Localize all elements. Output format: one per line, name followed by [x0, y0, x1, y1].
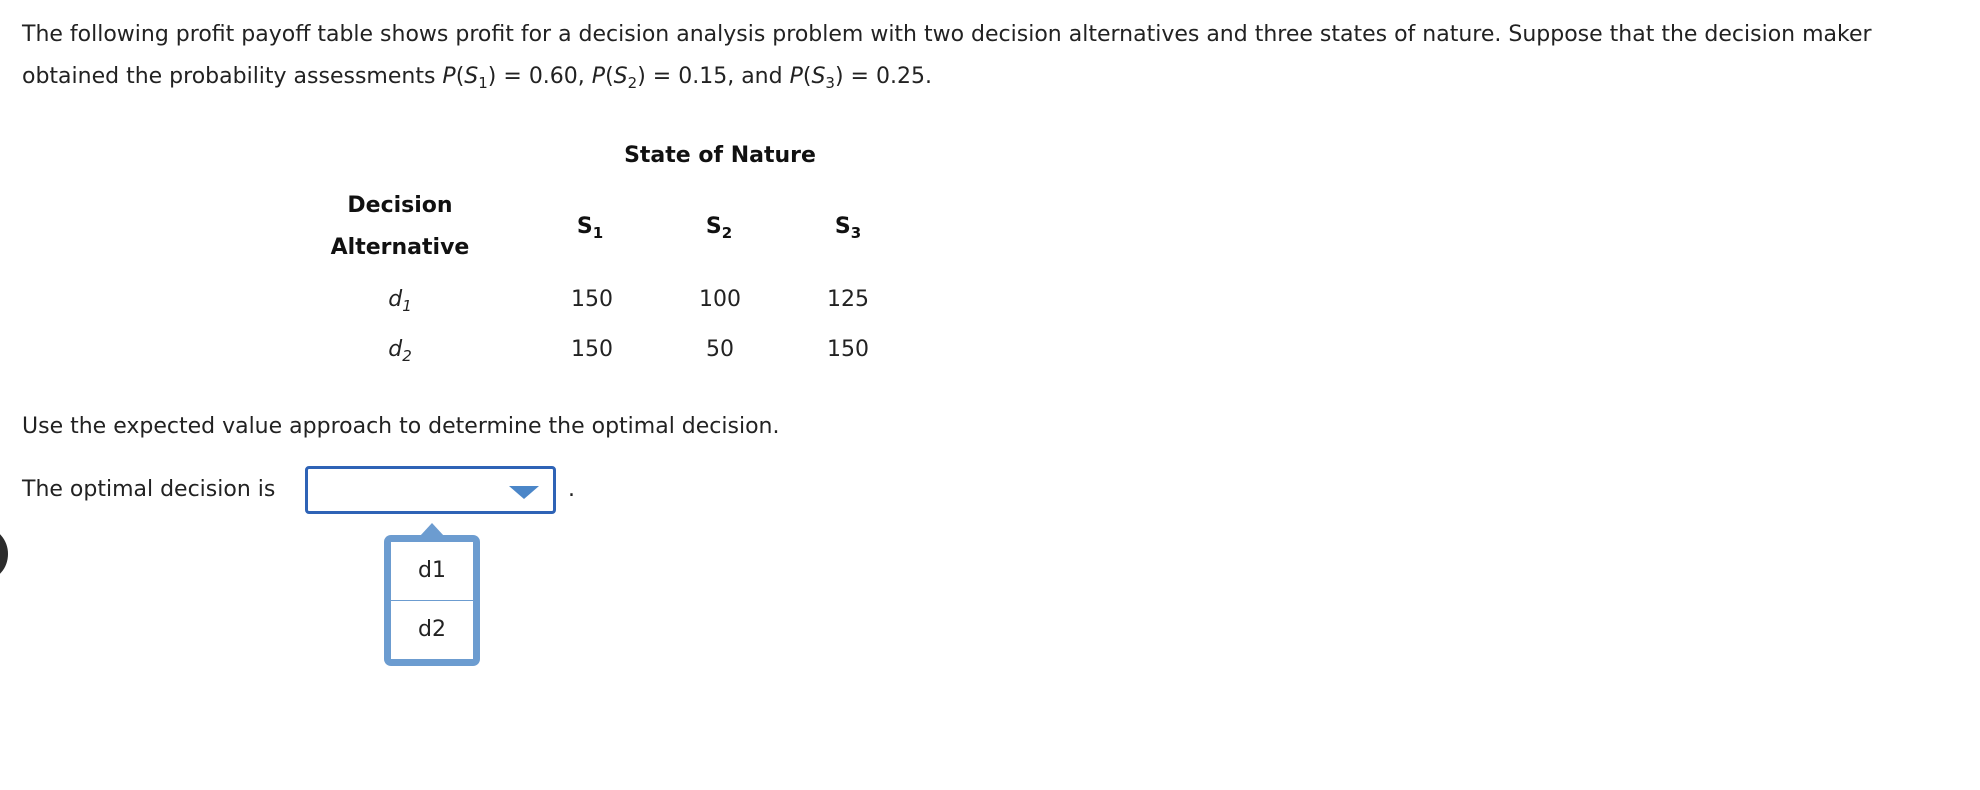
column-header-s1: [577, 214, 603, 242]
dropdown-arrow-icon[interactable]: [509, 486, 539, 499]
answer-period: .: [568, 477, 575, 502]
row-letter: d: [388, 287, 403, 312]
column-letter: S: [834, 214, 851, 239]
and-word: and: [741, 64, 783, 89]
column-letter: S: [705, 214, 722, 239]
row-letter: d: [388, 337, 403, 362]
row-label-d2: [388, 337, 412, 365]
dropdown-option-d2[interactable]: d2: [418, 617, 446, 642]
prob-value-3: 0.25: [875, 64, 925, 89]
table-cell-d2-s3: 150: [827, 337, 869, 362]
decision-header-line2: Alternative: [330, 235, 470, 260]
optimal-decision-select[interactable]: [305, 466, 556, 514]
answer-label: The optimal decision is: [22, 477, 276, 502]
table-cell-d1-s3: 125: [827, 287, 869, 312]
dropdown-menu: [384, 535, 480, 666]
table-cell-d1-s1: 150: [571, 287, 613, 312]
column-sub: 1: [592, 224, 604, 242]
intro-period: .: [924, 64, 932, 89]
table-cell-d1-s2: 100: [699, 287, 741, 312]
column-sub: 3: [850, 224, 862, 242]
column-header-s3: [835, 214, 861, 242]
row-sub: 1: [402, 297, 412, 315]
table-cell-d2-s1: 150: [571, 337, 613, 362]
problem-intro: The following profit payoff table shows profit for a decision analysis problem with two decision alternatives and three states of nature. Suppose that the decision maker obtained the probability assessments $P(S_1) = 0.60$, $P(S_2) = 0.15$, and $P(S_3) = 0.25$.: [22, 22, 1872, 92]
prob-s-2: S: [613, 64, 628, 89]
dropdown-option-d1[interactable]: d1: [391, 542, 473, 601]
prob-sub-1: 1: [478, 74, 488, 92]
prob-p-3: P: [789, 64, 803, 89]
prob-sub-2: 2: [627, 74, 638, 92]
prob-p-2: P: [591, 64, 606, 89]
question-text: Use the expected value approach to determine the optimal decision.: [22, 414, 780, 439]
table-cell-d2-s2: 50: [706, 337, 734, 362]
column-sub: 2: [721, 224, 733, 242]
decision-header-line1: Decision: [347, 193, 453, 218]
prob-value-2: 0.15: [678, 64, 728, 89]
row-label-d1: [388, 287, 412, 315]
prob-s-3: S: [811, 64, 826, 89]
dropdown-options: [391, 542, 473, 659]
side-handle[interactable]: [0, 528, 8, 580]
column-header-s2: [706, 214, 732, 242]
state-of-nature-header: State of Nature: [624, 143, 816, 168]
prob-p-1: P: [442, 64, 456, 89]
prob-value-1: 0.60: [528, 64, 578, 89]
column-letter: S: [576, 214, 593, 239]
prob-sub-3: 3: [825, 74, 835, 92]
row-sub: 2: [402, 347, 412, 365]
intro-text: The following profit payoff table shows profit for a decision analysis problem with two decision alternatives and three states of nature. Suppose that the decision maker obtained the probability assessments: [22, 22, 1872, 89]
prob-s-1: S: [464, 64, 479, 89]
